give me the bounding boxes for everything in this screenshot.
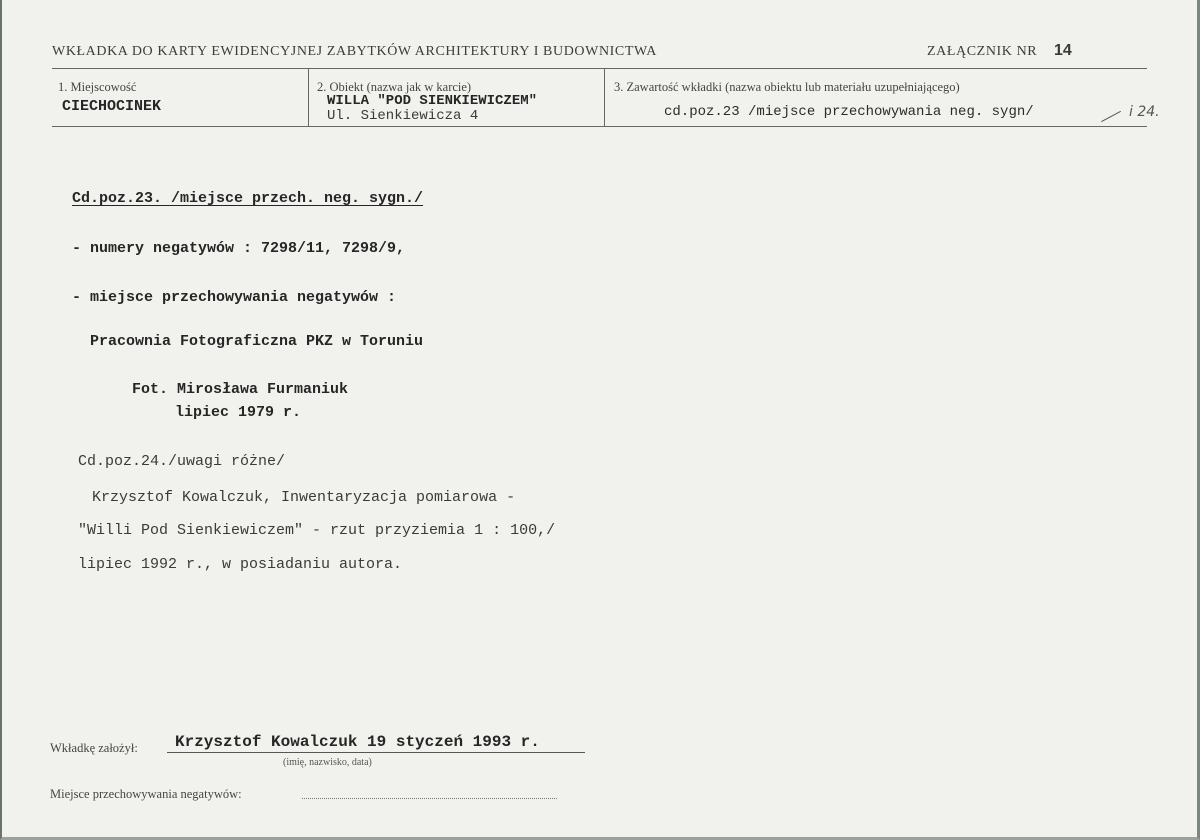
body-line-section-24: Cd.poz.24./uwagi różne/ bbox=[78, 453, 286, 470]
body-line-storage-place: Pracownia Fotograficzna PKZ w Toruniu bbox=[90, 333, 424, 350]
created-by-underline bbox=[167, 752, 585, 753]
created-by-caption: (imię, nazwisko, data) bbox=[283, 757, 372, 768]
object-value-name: WILLA "POD SIENKIEWICZEM" bbox=[327, 93, 538, 109]
contents-value: cd.poz.23 /miejsce przechowywania neg. sygn/ bbox=[664, 104, 1034, 120]
field-divider-2 bbox=[604, 68, 605, 126]
field-divider-1 bbox=[308, 68, 309, 126]
body-line-plan-date: lipiec 1992 r., w posiadaniu autora. bbox=[78, 556, 403, 573]
negatives-storage-label: Miejsce przechowywania negatywów: bbox=[50, 787, 242, 801]
body-line-photographer: Fot. Mirosława Furmaniuk bbox=[132, 381, 349, 398]
locality-label: 1. Miejscowość bbox=[58, 80, 137, 94]
body-line-author-survey: Krzysztof Kowalczuk, Inwentaryzacja pomiarowa - bbox=[92, 489, 516, 506]
body-line-plan-title: "Willi Pod Sienkiewiczem" - rzut przyziemia 1 : 100,/ bbox=[78, 522, 556, 539]
annex-label: ZAŁĄCZNIK NR bbox=[927, 44, 1038, 59]
object-value-address: Ul. Sienkiewicza 4 bbox=[327, 108, 479, 124]
body-line-section-23: Cd.poz.23. /miejsce przech. neg. sygn./ bbox=[72, 190, 424, 207]
body-line-storage-heading: - miejsce przechowywania negatywów : bbox=[72, 289, 397, 306]
object-label: 2. Obiekt (nazwa jak w karcie) bbox=[317, 80, 472, 94]
negatives-storage-line bbox=[302, 798, 557, 799]
header-top-rule bbox=[52, 68, 1147, 69]
body-line-photo-date: lipiec 1979 r. bbox=[175, 404, 302, 421]
created-by-label: Wkładkę założył: bbox=[50, 741, 138, 755]
annex-number: 14 bbox=[1054, 42, 1072, 59]
form-title: WKŁADKA DO KARTY EWIDENCYJNEJ ZABYTKÓW ARCHITEKTURY I BUDOWNICTWA bbox=[52, 44, 657, 59]
contents-label: 3. Zawartość wkładki (nazwa obiektu lub materiału uzupełniającego) bbox=[614, 80, 960, 94]
contents-slash-mark bbox=[1101, 111, 1121, 122]
body-line-negative-numbers: - numery negatywów : 7298/11, 7298/9, bbox=[72, 240, 406, 257]
header-bottom-rule bbox=[52, 126, 1147, 127]
contents-handwritten-note: i 24. bbox=[1129, 104, 1160, 120]
created-by-value: Krzysztof Kowalczuk 19 styczeń 1993 r. bbox=[175, 733, 540, 751]
locality-value: CIECHOCINEK bbox=[62, 98, 162, 115]
